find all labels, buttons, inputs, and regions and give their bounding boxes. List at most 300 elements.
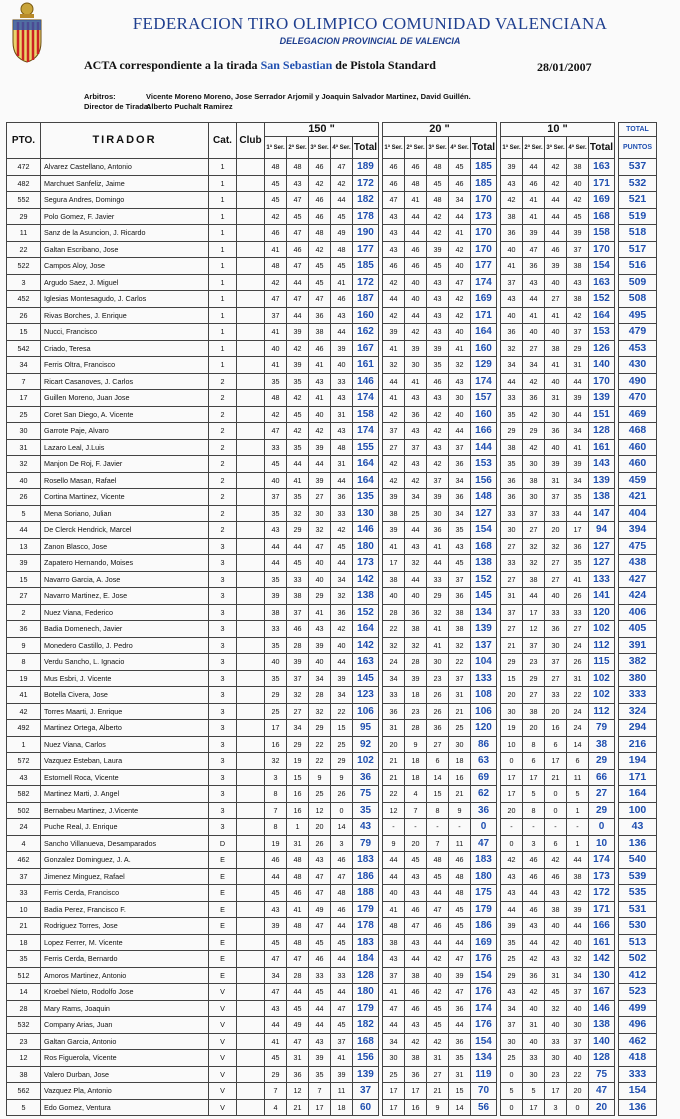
s20-serie-3-cell: 41 [427,637,449,654]
cat-cell: 1 [209,324,237,341]
table-row [7,687,657,704]
s10-serie-1-cell: 36 [501,472,523,489]
s20-serie-1-cell: 37 [383,423,405,440]
s20-serie-2-cell: 46 [405,984,427,1001]
s10-serie-2-cell: 43 [523,918,545,935]
cat-cell: 1 [209,175,237,192]
s20-serie-1-cell: - [383,819,405,836]
s10-serie-4-cell: 20 [567,1083,589,1100]
s20-total-cell: 176 [471,984,497,1001]
table-row [7,505,657,522]
s150-total-cell: 173 [353,555,379,572]
s10-serie-1-cell: 34 [501,1000,523,1017]
cat-cell: 3 [209,604,237,621]
s150-serie-1-cell: 44 [265,538,287,555]
s20-serie-4-cell: 36 [449,456,471,473]
s150-serie-4-cell: 41 [331,1050,353,1067]
s150-serie-1-cell: 43 [265,901,287,918]
cat-cell: 1 [209,274,237,291]
cat-cell: E [209,918,237,935]
s20-total-cell: 174 [471,1000,497,1017]
s10-total-cell: 139 [589,472,615,489]
s150-serie-3-cell: 22 [309,753,331,770]
s10-serie-3-cell: 46 [545,868,567,885]
s150-total-cell: 188 [353,885,379,902]
pto-cell: 34 [7,357,41,374]
s20-serie-2-cell: 48 [405,175,427,192]
club-cell [237,637,265,654]
s20-serie-4-cell: 36 [449,1033,471,1050]
table-row [7,670,657,687]
s20-serie-1-cell: 46 [383,258,405,275]
s20-serie-4-cell: 44 [449,208,471,225]
s10-total-cell: 112 [589,703,615,720]
s150-serie-4-cell: 42 [331,175,353,192]
table-row [7,984,657,1001]
s150-total-cell: 152 [353,604,379,621]
s10-total-cell: 139 [589,390,615,407]
s20-serie-2-cell: 47 [405,918,427,935]
serie-3-header: 3ª Ser. [309,137,331,159]
s20-total-cell: 137 [471,637,497,654]
s10-total-cell: 79 [589,720,615,737]
club-cell [237,951,265,968]
s20-serie-1-cell: 42 [383,472,405,489]
s150-serie-3-cell: 39 [309,1050,331,1067]
s10-serie-3-cell: 39 [545,456,567,473]
s150-serie-2-cell: 44 [287,307,309,324]
s10-serie-3-cell: 27 [545,291,567,308]
s20-serie-2-cell: 44 [405,208,427,225]
s20-serie-4-cell: 30 [449,736,471,753]
s10-serie-2-cell: 41 [523,208,545,225]
club-cell [237,274,265,291]
puntos-cell: 462 [619,1033,657,1050]
club-cell [237,571,265,588]
s20-serie-2-cell: 43 [405,868,427,885]
s20-total-cell: 145 [471,588,497,605]
arbitros-label: Arbitros: [84,92,116,101]
s20-total-cell: 183 [471,852,497,869]
cat-cell: 2 [209,456,237,473]
s10-serie-4-cell: 39 [567,901,589,918]
s150-serie-2-cell: 39 [287,357,309,374]
serie-4-header: 4ª Ser. [449,137,471,159]
s10-serie-3-cell: 46 [545,241,567,258]
tirador-cell: Alvarez Castellano, Antonio [41,159,209,176]
puntos-cell: 530 [619,918,657,935]
puntos-cell: 136 [619,1099,657,1116]
s10-serie-4-cell: - [567,819,589,836]
s150-serie-4-cell: 34 [331,571,353,588]
pto-cell: 15 [7,324,41,341]
s150-serie-1-cell: 33 [265,439,287,456]
s20-serie-4-cell: 41 [449,225,471,242]
s150-serie-1-cell: 41 [265,324,287,341]
puntos-cell: 412 [619,967,657,984]
s20-serie-4-cell: 45 [449,901,471,918]
club-cell [237,1033,265,1050]
s20-serie-2-cell: 46 [405,258,427,275]
s150-serie-3-cell: 48 [309,225,331,242]
pto-cell: 10 [7,901,41,918]
s10-serie-2-cell: 46 [523,868,545,885]
s10-serie-4-cell: 1 [567,835,589,852]
pto-cell: 25 [7,406,41,423]
s10-total-cell: 138 [589,489,615,506]
s150-serie-3-cell: 40 [309,571,331,588]
s150-serie-2-cell: 45 [287,406,309,423]
s10-serie-1-cell: - [501,819,523,836]
s150-serie-2-cell: 45 [287,208,309,225]
s10-serie-3-cell: 39 [545,258,567,275]
s10-serie-3-cell: 33 [545,604,567,621]
s150-serie-1-cell: 44 [265,555,287,572]
s20-serie-3-cell: 33 [427,571,449,588]
club-cell [237,852,265,869]
s10-total-cell: 170 [589,241,615,258]
s20-serie-3-cell: 44 [427,934,449,951]
puntos-cell: 430 [619,357,657,374]
s150-total-cell: 187 [353,291,379,308]
s10-serie-4-cell: 41 [567,439,589,456]
club-cell [237,456,265,473]
s20-serie-3-cell: 42 [427,406,449,423]
s10-serie-3-cell: 6 [545,835,567,852]
s150-serie-4-cell: 22 [331,703,353,720]
s20-total-cell: 185 [471,175,497,192]
s20-total-cell: 185 [471,159,497,176]
s20-total-cell: 180 [471,868,497,885]
s20-total-cell: 153 [471,456,497,473]
s10-serie-3-cell: 43 [545,951,567,968]
tirador-cell: Galtan Escribano, Jose [41,241,209,258]
s10-total-cell: 143 [589,456,615,473]
s150-serie-4-cell: 43 [331,423,353,440]
s10-serie-2-cell: 5 [523,786,545,803]
s20-serie-1-cell: 39 [383,522,405,539]
s20-serie-1-cell: 21 [383,753,405,770]
pto-cell: 4 [7,835,41,852]
s20-serie-1-cell: 44 [383,1017,405,1034]
s150-serie-1-cell: 40 [265,654,287,671]
s150-serie-4-cell: 42 [331,621,353,638]
s10-total-cell: 127 [589,538,615,555]
s150-serie-3-cell: 40 [309,555,331,572]
s20-serie-2-cell: 37 [405,439,427,456]
pto-cell: 13 [7,538,41,555]
s10-serie-2-cell: 6 [523,753,545,770]
table-row [7,654,657,671]
s20-total-cell: 170 [471,225,497,242]
s20-serie-3-cell: 41 [427,538,449,555]
s20-serie-3-cell: 48 [427,159,449,176]
puntos-cell: 391 [619,637,657,654]
s150-serie-3-cell: 22 [309,736,331,753]
s10-serie-4-cell: 0 [567,1099,589,1116]
s150-total-cell: 37 [353,1083,379,1100]
pto-cell: 572 [7,753,41,770]
s150-serie-4-cell: 44 [331,918,353,935]
serie-4-header: 4ª Ser. [567,137,589,159]
s150-total-cell: 138 [353,588,379,605]
table-row [7,1050,657,1067]
s10-total-cell: 102 [589,670,615,687]
s20-total-cell: 133 [471,670,497,687]
s10-serie-3-cell: 17 [545,753,567,770]
s20-serie-4-cell: 44 [449,423,471,440]
tirador-cell: De Clerck Hendrick, Marcel [41,522,209,539]
s20-serie-3-cell: 36 [427,522,449,539]
s20-serie-4-cell: 21 [449,703,471,720]
s150-serie-2-cell: 32 [287,505,309,522]
pto-cell: 562 [7,1083,41,1100]
s150-total-cell: 128 [353,967,379,984]
s10-serie-4-cell: 44 [567,373,589,390]
puntos-cell: 404 [619,505,657,522]
cat-cell: E [209,967,237,984]
arbitros-line [84,92,471,101]
s20-total-cell: 175 [471,885,497,902]
table-row [7,1017,657,1034]
s10-total-cell: 120 [589,604,615,621]
pto-cell: 39 [7,555,41,572]
s10-total-cell: 140 [589,1033,615,1050]
s10-total-cell: 127 [589,555,615,572]
s150-serie-1-cell: 17 [265,720,287,737]
s20-serie-1-cell: 22 [383,786,405,803]
s150-serie-1-cell: 35 [265,373,287,390]
club-cell [237,522,265,539]
s10-serie-3-cell: 21 [545,769,567,786]
s150-serie-4-cell: 42 [331,522,353,539]
pto-cell: 36 [7,621,41,638]
puntos-cell: 333 [619,1066,657,1083]
s20-total-cell: 186 [471,918,497,935]
col-pto: PTO. [7,123,41,159]
s150-serie-2-cell: 47 [287,225,309,242]
table-row [7,274,657,291]
s20-total-cell: 138 [471,555,497,572]
s10-serie-1-cell: 30 [501,703,523,720]
s10-total-cell: 161 [589,439,615,456]
s150-total-cell: 186 [353,868,379,885]
pto-cell: 3 [7,274,41,291]
s20-serie-1-cell: 24 [383,654,405,671]
s20-serie-1-cell: 46 [383,159,405,176]
s10-serie-2-cell: 29 [523,423,545,440]
club-cell [237,835,265,852]
s150-serie-4-cell: 48 [331,439,353,456]
s20-serie-4-cell: 43 [449,373,471,390]
s10-serie-2-cell: 42 [523,373,545,390]
s20-serie-2-cell: 40 [405,274,427,291]
s150-serie-2-cell: 49 [287,1017,309,1034]
s150-total-cell: 135 [353,489,379,506]
s10-serie-2-cell: 44 [523,588,545,605]
s10-serie-2-cell: 39 [523,225,545,242]
pto-cell: 26 [7,307,41,324]
s20-serie-3-cell: 9 [427,1099,449,1116]
s150-serie-2-cell: 35 [287,439,309,456]
s150-serie-1-cell: 45 [265,192,287,209]
s10-serie-4-cell: 44 [567,406,589,423]
s20-total-cell: 157 [471,390,497,407]
s150-total-cell: 174 [353,390,379,407]
tirador-cell: Ricart Casanoves, J. Carlos [41,373,209,390]
s10-total-cell: 133 [589,571,615,588]
s20-serie-1-cell: 32 [383,357,405,374]
s150-total-cell: 167 [353,340,379,357]
s150-serie-1-cell: 42 [265,208,287,225]
serie-2-header: 2ª Ser. [405,137,427,159]
s150-serie-3-cell: 32 [309,703,331,720]
s150-total-cell: 161 [353,357,379,374]
s150-serie-2-cell: 16 [287,802,309,819]
s10-serie-4-cell: 37 [567,324,589,341]
table-row [7,819,657,836]
s150-serie-2-cell: 39 [287,324,309,341]
cat-cell: 3 [209,621,237,638]
s150-total-cell: 179 [353,1000,379,1017]
s10-serie-3-cell: 30 [545,1050,567,1067]
s10-serie-2-cell: 27 [523,340,545,357]
puntos-cell: 509 [619,274,657,291]
s20-serie-3-cell: 42 [427,1033,449,1050]
s150-serie-3-cell: 46 [309,340,331,357]
s10-serie-3-cell: 31 [545,390,567,407]
s150-serie-3-cell: 38 [309,324,331,341]
s150-serie-1-cell: 7 [265,1083,287,1100]
s10-serie-1-cell: 33 [501,505,523,522]
table-row [7,901,657,918]
serie-2-header: 2ª Ser. [287,137,309,159]
s10-serie-3-cell: 27 [545,670,567,687]
cat-cell: 3 [209,571,237,588]
cat-cell: D [209,835,237,852]
s150-total-cell: 75 [353,786,379,803]
s150-serie-2-cell: 42 [287,390,309,407]
s150-serie-1-cell: 45 [265,1050,287,1067]
s10-serie-2-cell: 32 [523,555,545,572]
table-row [7,951,657,968]
cat-cell: V [209,1033,237,1050]
tirador-cell: Amoros Martinez, Antonio [41,967,209,984]
s10-serie-2-cell: 31 [523,1017,545,1034]
s10-serie-2-cell: 42 [523,439,545,456]
s150-total-cell: 60 [353,1099,379,1116]
s10-total-cell: 174 [589,852,615,869]
tirador-cell: Badia Domenech, Javier [41,621,209,638]
s20-serie-1-cell: 38 [383,505,405,522]
s150-serie-1-cell: 42 [265,274,287,291]
s20-serie-4-cell: 46 [449,175,471,192]
s20-serie-1-cell: 43 [383,208,405,225]
s10-serie-3-cell: - [545,819,567,836]
s20-serie-2-cell: - [405,819,427,836]
s10-serie-1-cell: 40 [501,307,523,324]
s10-serie-1-cell: 27 [501,621,523,638]
club-cell [237,175,265,192]
cat-cell: 3 [209,687,237,704]
cat-cell: 3 [209,538,237,555]
s150-serie-3-cell: 42 [309,175,331,192]
s20-serie-2-cell: 44 [405,571,427,588]
s150-serie-3-cell: 44 [309,456,331,473]
cat-cell: E [209,868,237,885]
club-cell [237,1017,265,1034]
tirador-cell: Ferris Cerda, Francisco [41,885,209,902]
tirador-cell: Navarro Martinez, E. Jose [41,588,209,605]
s10-total-cell: 20 [589,1099,615,1116]
cat-cell: 3 [209,769,237,786]
s150-serie-1-cell: 48 [265,159,287,176]
tirador-cell: Coret San Diego, A. Vicente [41,406,209,423]
s150-serie-3-cell: 29 [309,720,331,737]
s20-total-cell: 148 [471,489,497,506]
s150-serie-1-cell: 47 [265,984,287,1001]
s10-total-cell: 0 [589,819,615,836]
s20-serie-1-cell: 44 [383,373,405,390]
tirador-cell: Galtan Garcia, Antonio [41,1033,209,1050]
s10-total-cell: 154 [589,258,615,275]
s20-serie-4-cell: 45 [449,555,471,572]
s20-total-cell: 170 [471,192,497,209]
s20-serie-1-cell: 27 [383,439,405,456]
s20-serie-1-cell: 9 [383,835,405,852]
pto-cell: 23 [7,1033,41,1050]
s10-serie-4-cell: 44 [567,918,589,935]
club-cell [237,588,265,605]
s20-total-cell: 120 [471,720,497,737]
s10-serie-2-cell: 3 [523,835,545,852]
puntos-cell: 382 [619,654,657,671]
pto-cell: 37 [7,868,41,885]
s10-serie-4-cell: 39 [567,225,589,242]
s20-serie-1-cell: 43 [383,241,405,258]
s20-serie-4-cell: 42 [449,307,471,324]
s20-serie-1-cell: 47 [383,192,405,209]
s10-serie-1-cell: 30 [501,1033,523,1050]
s10-total-cell: 102 [589,621,615,638]
s10-serie-1-cell: 43 [501,291,523,308]
s20-serie-4-cell: 32 [449,637,471,654]
tirador-cell: Lazaro Leal, J.Luis [41,439,209,456]
s150-serie-1-cell: 42 [265,406,287,423]
s10-total-cell: 94 [589,522,615,539]
pto-cell: 44 [7,522,41,539]
table-row [7,637,657,654]
cat-cell: 2 [209,439,237,456]
s20-serie-4-cell: 38 [449,621,471,638]
pto-cell: 12 [7,1050,41,1067]
s150-serie-3-cell: 47 [309,885,331,902]
s10-serie-3-cell: 37 [545,654,567,671]
club-cell [237,555,265,572]
s10-total-cell: 153 [589,324,615,341]
puntos-cell: 499 [619,1000,657,1017]
s10-serie-3-cell: 6 [545,736,567,753]
s20-serie-2-cell: 46 [405,159,427,176]
pto-cell: 40 [7,472,41,489]
s10-total-cell: 112 [589,637,615,654]
club-cell [237,192,265,209]
s10-serie-2-cell: 36 [523,390,545,407]
s20-total-cell: 56 [471,1099,497,1116]
club-cell [237,654,265,671]
s150-serie-2-cell: 1 [287,819,309,836]
s20-total-cell: 176 [471,1017,497,1034]
